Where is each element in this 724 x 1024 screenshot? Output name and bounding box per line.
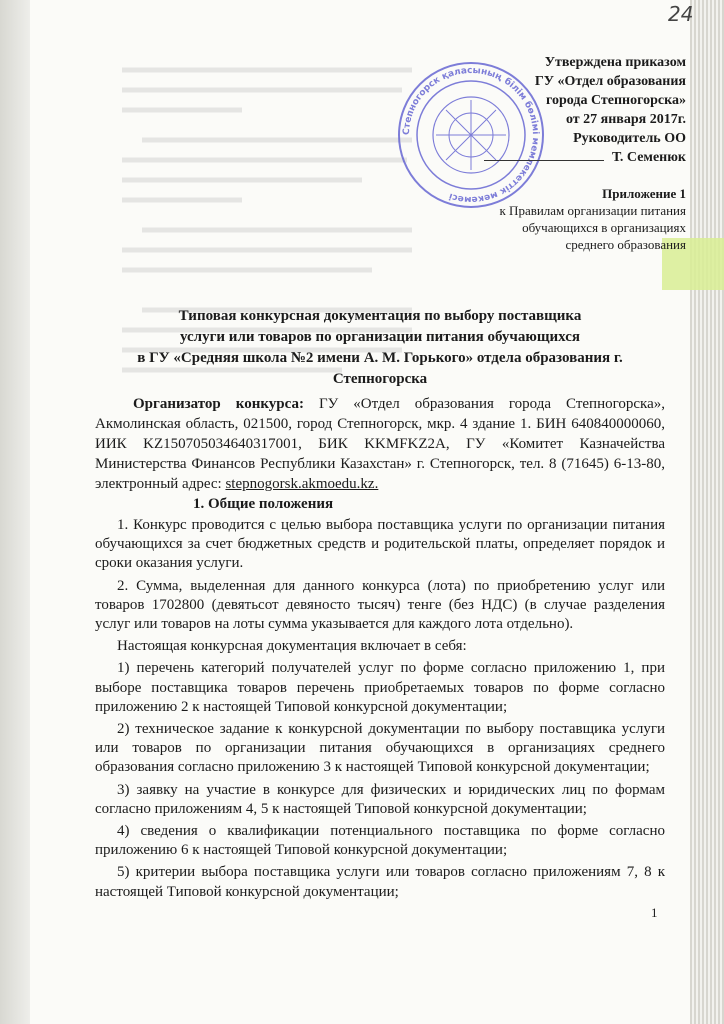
handwritten-page-mark: 24 xyxy=(668,2,694,26)
list-item: 3) заявку на участие в конкурсе для физических и юридических лиц по формам согласно приложениям 4, 5 к настоящей Типовой конкурсной документации; xyxy=(95,781,665,817)
list-item: 4) сведения о квалификации потенциального поставщика по форме согласно приложению 6 к настоящей Типовой конкурсной документации; xyxy=(95,823,665,859)
organizer-info xyxy=(95,394,665,494)
approval-date: от 27 января 2017г. xyxy=(565,112,686,127)
appendix-line: обучающихся в организациях xyxy=(522,220,686,235)
page-left-shadow xyxy=(0,0,30,1024)
page-stack-edge xyxy=(690,0,724,1024)
approval-line: города Степногорска» xyxy=(546,93,686,108)
organizer-label: Организатор конкурса: xyxy=(133,396,304,412)
title-line: Степногорска xyxy=(332,371,428,387)
paragraph: Настоящая конкурсная документация включает в себя: xyxy=(117,638,467,655)
section-body xyxy=(95,516,665,905)
list-item: 1) перечень категорий получателей услуг по форме согласно приложению 1, при выборе поставщика товаров перечень приобретаемых товаров по форме согласно приложению 2 к настоящей Типовой конкурсной документации; xyxy=(95,660,665,715)
title-line: в ГУ «Средняя школа №2 имени А. М. Горького» отдела образования г. xyxy=(137,350,623,366)
approval-line: Утверждена приказом xyxy=(544,55,686,70)
approval-signatory xyxy=(484,148,686,167)
title-line: Типовая конкурсная документация по выбору поставщика xyxy=(178,308,582,324)
appendix-block xyxy=(499,185,686,253)
page-number: 1 xyxy=(651,905,658,920)
svg-text:Степногорск қаласының білім бө: Степногорск қаласының білім бөлімі мемлекеттік мекемесі xyxy=(401,65,541,205)
signatory-name: Т. Семенюк xyxy=(611,150,686,165)
section-heading: 1. Общие положения xyxy=(193,496,334,512)
appendix-title: Приложение 1 xyxy=(602,186,686,201)
organizer-text: ГУ «Отдел образования города Степногорска», Акмолинская область, 021500, город Степногорск, мкр. 4 здание 1. БИН 640840000060, ИИК KZ150705034640317001, БИК KKMFKZ2A, ГУ «Комитет Казначейства Министерства Финансов Республики Казахстан» г. Степногорск, тел. 8 (71645) 6-13-80, электронный адрес: xyxy=(95,396,666,492)
title-line: услуги или товаров по организации питания обучающихся xyxy=(179,329,580,345)
organizer-email-link[interactable]: stepnogorsk.akmoedu.kz. xyxy=(225,476,379,492)
appendix-line: к Правилам организации питания xyxy=(499,203,686,218)
list-item: 2) техническое задание к конкурсной документации по выбору поставщика услуги или товаров по организации питания обучающихся в организациях среднего образования согласно приложению 3 к настоящей Типовой конкурсной документации; xyxy=(95,721,665,776)
approval-block xyxy=(484,53,686,167)
list-item: 5) критерии выбора поставщика услуги или товаров согласно приложениям 7, 8 к настоящей Типовой конкурсной документации; xyxy=(95,864,665,900)
paragraph: 2. Сумма, выделенная для данного конкурса (лота) по приобретению услуг или товаров 1702800 (девятьсот девяносто тысяч) тенге (без НДС) (в случае разделения услуг или товаров на лоты сумма указывается для каждого лота отдельно). xyxy=(95,577,665,633)
signature-line xyxy=(484,160,604,161)
approval-line: ГУ «Отдел образования xyxy=(534,74,686,89)
document-title xyxy=(120,306,640,390)
approval-position: Руководитель ОО xyxy=(573,131,686,146)
appendix-line: среднего образования xyxy=(565,237,686,252)
paragraph: 1. Конкурс проводится с целью выбора поставщика услуги по организации питания обучающихся за счет бюджетных средств и родительской платы, определяет порядок и сроки оказания услуги. xyxy=(95,517,665,572)
